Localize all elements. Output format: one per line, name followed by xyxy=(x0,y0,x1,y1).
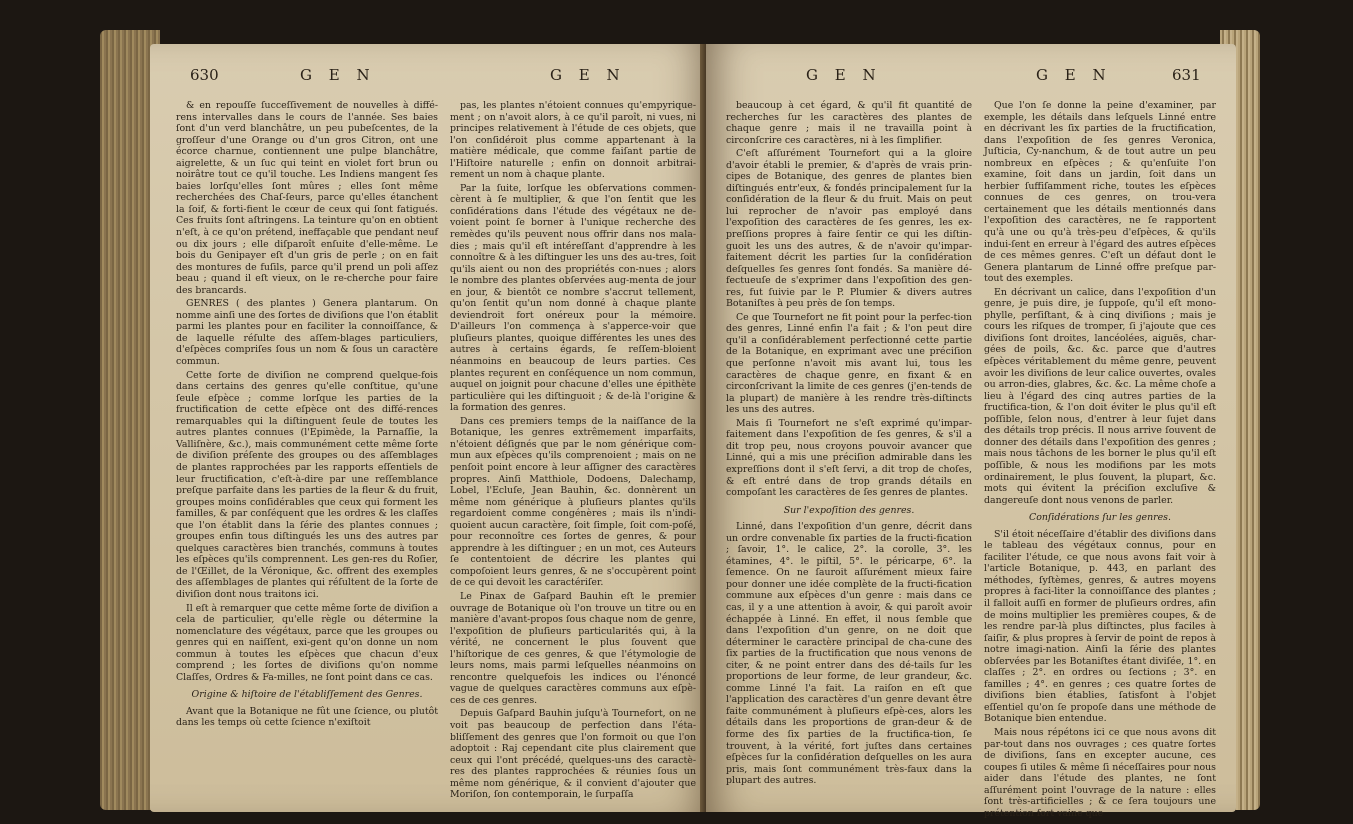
section-heading: Conſidérations ſur les genres. xyxy=(1029,512,1171,524)
right-page xyxy=(706,44,1236,819)
right-page-column-1 xyxy=(726,100,972,789)
paragraph: S'il étoit néceſſaire d'établir des diviſions dans le tableau des végétaux connus, pour en faciliter l'étude, ce que nous avons fait voir à l'article Botanique, p. 443, en parlant des méthodes, ſyſtèmes, genres, & autres moyens propres à faci-liter la connoiſſance des plantes ; il falloit auſſi en former de pluſieurs ordres, afin de moins multiplier les premières coupes, & de les rendre par-là plus diſtinctes, plus faciles à ſaiſir, & plus propres à ſervir de point de repos à notre imagi-nation. Ainſi la ſérie des plantes obſervées par les Botaniſtes étant diviſée, 1°. en claſſes ; 2°. en ordres ou ſections ; 3°. en familles ; 4°. en genres ; ces quatre ſortes de diviſions bien établies, ſatisfont à l'objet eſſentiel qu'on ſe propoſe dans une méthode de Botanique bien entendue. xyxy=(984,528,1216,725)
left-page-number: 630 xyxy=(190,66,219,84)
paragraph: beaucoup à cet égard, & qu'il fit quantité de recherches ſur les caractères des plantes de chaque genre ; mais il ne travailla point à circonſcrire ces caractères, ni à les ſimplifier. xyxy=(726,100,972,146)
left-page xyxy=(150,44,710,812)
paragraph: Dans ces premiers temps de la naiſſance de la Botanique, les genres extrêmement imparfaits, n'étoient déſignés que par le nom générique com-mun aux eſpèces qu'ils comprenoient ; mais on ne penſoit point encore à leur aſſigner des caractères propres. Ainſi Matthiole, Dodoens, Dalechamp, Lobel, l'Ecluſe, Jean Bauhin, &c. donnèrent un même nom générique à pluſieurs plantes qu'ils regardoient comme congénères ; mais ils n'indi-quoient aucun caractère, ſoit ſimple, ſoit com-poſé, pour reconnoître ces ſortes de genres, & pour apprendre à les diſtinguer ; en un mot, ces Auteurs ſe contentoient de décrire les plantes qui compoſoient leurs genres, & ne s'occupèrent point de ce qui devoit les caractériſer. xyxy=(450,415,696,589)
right-page-header xyxy=(706,66,1236,94)
paragraph: Linné, dans l'expoſition d'un genre, décrit dans un ordre convenable ſix parties de la fructi-fication ; ſavoir, 1°. le calice, 2°. la corolle, 3°. les étamines, 4°. le piſtil, 5°. le péricarpe, 6°. la ſemence. On ne ſauroit aſſurément mieux faire pour donner une idée complète de la fructi-fication commune aux eſpèces d'un genre : mais dans ce cas, il y a une attention à avoir, & qui paroît avoir échappée à Linné. En effet, il nous ſemble que dans l'expoſition d'un genre, on ne doit que déterminer le caractère principal de cha-cune des ſix parties de la fructification que nous venons de citer, & ne point entrer dans des dé-tails ſur les proportions de leur forme, de leur grandeur, &c. comme Linné l'a fait. La raiſon en eſt que l'application des caractères d'un genre devant être faite communément à pluſieurs eſpè-ces, alors les détails dans les proportions de gran-deur & de forme des ſix parties de la fructifica-tion, ſe trouvent, à la vérité, fort juſtes dans certaines eſpèces ſur la conſidération deſquelles on les aura pris, mais ſont communément très-faux dans la plupart des autres. xyxy=(726,521,972,787)
paragraph: Que l'on ſe donne la peine d'examiner, par exemple, les détails dans leſquels Linné entre en décrivant les ſix parties de la fructification, dans l'expoſition de ſes genres Veronica, Juſticia, Cy-nanchum, & de tout autre un peu nombreux en eſpèces ; & qu'enſuite l'on examine, ſoit dans un jardin, ſoit dans un herbier ſuffiſamment riche, toutes les eſpèces connues de ces genres, on trou-vera certainement que les détails mentionnés dans l'expoſition des caractères, ne ſe rapportent qu'à une ou qu'à très-peu d'eſpèces, & qu'ils indui-ſent en erreur à l'égard des autres eſpèces de ces mêmes genres. C'eſt un défaut dont le Genera plantarum de Linné offre preſque par-tout des exemples. xyxy=(984,100,1216,285)
paragraph: Avant que la Botanique ne fût une ſcience, ou plutôt dans les temps où cette ſcience n'exiſtoit xyxy=(176,705,438,729)
right-page-column-2 xyxy=(984,100,1216,821)
right-page-number: 631 xyxy=(1172,66,1201,84)
paragraph: pas, les plantes n'étoient connues qu'empyrique-ment ; on n'avoit alors, à ce qu'il paroît, ni vues, ni principes relativement à l'étude de ces objets, que l'on conſidéroit plus comme appartenant à la matière médicale, que comme faiſant partie de l'Hiſtoire naturelle ; enfin on donnoit arbitrai-rement un nom à chaque plante. xyxy=(450,100,696,181)
paragraph: Le Pinax de Gaſpard Bauhin eſt le premier ouvrage de Botanique où l'on trouve un titre ou en manière d'avant-propos ſous chaque nom de genre, l'expoſition de pluſieurs particularités qui, à la vérité, ne concernent le plus ſouvent que l'hiſtorique de ces genres, & que l'étymologie de leurs noms, mais parmi leſquelles néanmoins on rencontre quelquefois les indices ou l'énoncé vague de quelques caractères communs aux eſpè-ces de ces genres. xyxy=(450,590,696,706)
right-header-running-title-1: G E N xyxy=(806,66,882,84)
paragraph: Mais ſi Tournefort ne s'eſt exprimé qu'impar-faitement dans l'expoſition de ſes genres, & s'il a dit trop peu, nous croyons pouvoir avancer que Linné, qui a mis une préciſion admirable dans les expreſſions dont il s'eſt ſervi, a dit trop de choſes, & eſt entré dans de trop grands détails en compoſant les caractères de ſes genres de plantes. xyxy=(726,417,972,499)
section-heading: Sur l'expoſition des genres. xyxy=(783,504,915,516)
paragraph: GENRES ( des plantes ) Genera plantarum. On nomme ainſi une des ſortes de diviſions que l'on établit parmi les plantes pour en faciliter la connoiſſance, & de laquelle réſulte des aſſem-blages particuliers, d'eſpèces compriſes ſous un nom & ſous un caractère commun. xyxy=(176,298,438,368)
paragraph: Ce que Tournefort ne fit point pour la perfec-tion des genres, Linné enfin l'a fait ; & l'on peut dire qu'il a conſidérablement perfectionné cette partie de la Botanique, en exprimant avec une préciſion que perſonne n'avoit mis avant lui, tous les caractères de chaque genre, en fixant & en circonſcrivant la limite de ces genres (j'en-tends de la plupart) de manière à les rendre très-diſtincts les uns des autres. xyxy=(726,311,972,416)
paragraph: Par la ſuite, lorſque les obſervations commen-cèrent à ſe multiplier, & que l'on ſentit que les conſidérations dans l'étude des végétaux ne de-voient point ſe borner à l'unique recherche des remèdes qu'ils peuvent nous offrir dans nos mala-dies ; mais qu'il eſt intéreſſant d'apprendre à les connoître & à les diſtinguer les uns des au-tres, ſoit qu'ils aient ou non des propriétés con-nues ; alors le nombre des plantes obſervées aug-menta de jour en jour, & bientôt ce nombre s'accrut tellement, qu'on ſentit qu'un nom donné à chaque plante deviendroit fort onéreux pour la mémoire. D'ailleurs l'on commença à s'apperce-voir que pluſieurs plantes, quoique différentes les unes des autres à certains égards, ſe reſſem-bloient néanmoins en beaucoup de leurs parties. Ces plantes reçurent en conſéquence un nom commun, auquel on joignit pour chacune d'elles une épithète particulière qui les diſtinguoit ; & de-là l'origine & la formation des genres. xyxy=(450,182,696,414)
left-page-header xyxy=(150,66,710,94)
paragraph: C'eſt aſſurément Tournefort qui a la gloire d'avoir établi le premier, & d'après de vrais prin-cipes de Botanique, des genres de plantes bien diſtingués entr'eux, & fondés principalement ſur la conſidération de la fleur & du fruit. Mais on peut lui reprocher de n'avoir pas employé dans l'expoſition des caractères de ſes genres, les ex-preſſions propres à faire ſentir ce qui les diſtin-guoit les uns des autres, & de n'avoir qu'impar-faitement décrit les parties ſur la conſidération deſquelles ſes genres ſont fondés. Sa manière dé-fectueuſe de s'exprimer dans l'expoſition des gen-res, fut ſuivie par le P. Plumier & divers autres Botaniſtes à peu près de ſon temps. xyxy=(726,148,972,310)
paragraph: Depuis Gaſpard Bauhin juſqu'à Tournefort, on ne voit pas beaucoup de perfection dans l'éta-bliſſement des genres que l'on formoit ou que l'on adoptoit : Raj cependant cite plus clairement que ceux qui l'ont précédé, quelques-uns des caractè-res des plantes rapprochées & réunies ſous un même nom générique, & il convient d'ajouter que Moriſon, ſon contemporain, le ſurpaſſa xyxy=(450,708,696,801)
paragraph: & en repouſſe ſucceſſivement de nouvelles à diffé-rens intervalles dans le cours de l'année. Ses baies ſont d'un verd blanchâtre, un peu pubeſcentes, de la groſſeur d'une Orange ou d'un gros Citron, ont une écorce charnue, contiennent une pulpe blanchâtre, aigrelette, & un ſuc qui teint en violet fort brun ou noirâtre tout ce qu'il touche. Les Indiens mangent ſes baies lorſqu'elles ſont mûres ; elles ſont même recherchées des Chaſ-ſeurs, parce qu'elles étanchent la ſoif, & forti-fient le cœur de ceux qui ſont fatigués. Ces fruits ſont aſtringens. La teinture qu'on en obtient n'eſt, à ce qu'on prétend, ineffaçable que pendant neuf ou dix jours ; elle diſparoît enſuite d'elle-même. Le bois du Genipayer eſt d'un gris de perle ; on en fait des montures de fuſils, parce qu'il prend un poli aſſez beau ; quand il eſt vieux, on le re-cherche pour faire des brancards. xyxy=(176,100,438,296)
paragraph: Mais nous répétons ici ce que nous avons dit par-tout dans nos ouvrages ; ces quatre ſortes de diviſions, ſans en excepter aucune, ces coupes ſi utiles & même ſi néceſſaires pour nous aider dans l'étude des plantes, ne ſont aſſurément point l'ouvrage de la nature : elles ſont très-artificielles ; & ce ſera toujours une prétention fort vaine que xyxy=(984,726,1216,819)
left-page-column-2 xyxy=(450,100,696,803)
left-header-running-title-1: G E N xyxy=(300,66,376,84)
right-header-running-title-2: G E N xyxy=(1036,66,1112,84)
section-heading: Origine & hiſtoire de l'établiſſement des Genres. xyxy=(191,689,423,701)
left-page-column-1 xyxy=(176,100,438,731)
left-header-running-title-2: G E N xyxy=(550,66,626,84)
paragraph: Cette ſorte de diviſion ne comprend quelque-fois dans certains des genres qu'elle conſtitue, qu'une ſeule eſpèce ; comme lorſque les parties de la fructification de cette eſpèce ont des diffé-rences remarquables qui la diſtinguent ſeule de toutes les autres plantes connues (l'Epimède, la Parnaſſie, la Valliſnère, &c.), mais communément cette même ſorte de diviſion préſente des groupes ou des aſſemblages de plantes rapprochées par les rapports eſſentiels de leur fructification, c'eſt-à-dire par une reſſemblance preſque parfaite dans les parties de la fleur & du fruit, groupes moins conſidérables que ceux qui forment les familles, & par conſéquent que les ordres & les claſſes que l'on établit dans la ſérie des plantes connues ; groupes enfin tous diſtingués les uns des autres par quelques caractères bien tranchés, communs à toutes les eſpèces qu'ils comprennent. Les gen-res du Roſier, de l'Œillet, de la Véronique, &c. offrent des exemples des aſſemblages de plantes qui réſultent de la ſorte de diviſion dont nous traitons ici. xyxy=(176,369,438,600)
paragraph: En décrivant un calice, dans l'expoſition d'un genre, je puis dire, je ſuppoſe, qu'il eſt mono-phylle, perſiſtant, & à cinq diviſions ; mais je cours les riſques de tromper, ſi j'ajoute que ces diviſions ſont droites, lancéolées, aiguës, char-gées de poils, &c. &c. parce que d'autres eſpèces véritablement du même genre, peuvent avoir les diviſions de leur calice ouvertes, ovales ou arron-dies, glabres, &c. &c. La même choſe a lieu à l'égard des cinq autres parties de la fructifica-tion, & l'on doit éviter le plus qu'il eſt poſſible, ſelon nous, d'entrer à leur ſujet dans des détails trop précis. Il nous arrive ſouvent de donner des détails dans l'expoſition des genres ; mais nous tâchons de les borner le plus qu'il eſt poſſible, & nous les modifions par les mots ordinairement, le plus ſouvent, la plupart, &c. mots qui évitent la préciſion excluſive & dangereuſe dont nous venons de parler. xyxy=(984,286,1216,506)
paragraph: Il eſt à remarquer que cette même ſorte de diviſion a cela de particulier, qu'elle règle ou détermine la nomenclature des végétaux, parce que les groupes ou genres qui en naiſſent, exi-gent qu'on donne un nom commun à toutes les eſpèces que chacun d'eux comprend ; les ſortes de diviſions qu'on nomme Claſſes, Ordres & Fa-milles, ne ſont point dans ce cas. xyxy=(176,602,438,683)
